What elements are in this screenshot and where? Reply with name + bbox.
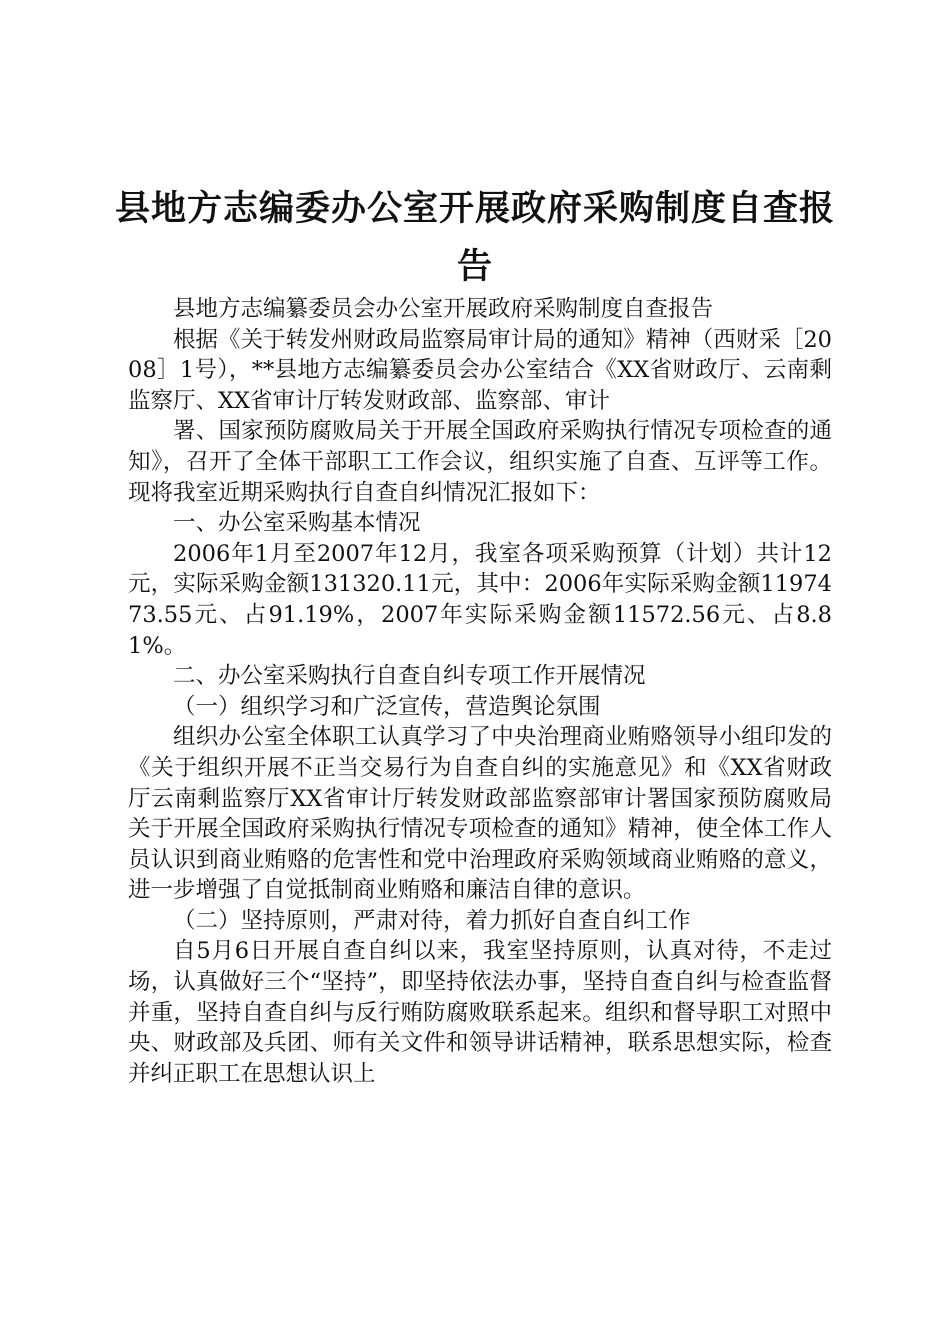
subsection-heading-2: （二）坚持原则，严肃对待，着力抓好自查自纠工作 (173, 907, 691, 934)
paragraph-self-check: 自5月6日开展自查自纠以来，我室坚持原则，认真对待，不走过场，认真做好三个“坚持”，即坚持依法办事，坚持自查自纠与检查监督并重，坚持自查自纠与反行贿防腐败联系起来。组织和督导职工对照中央、财政部及兵团、师有关文件和领导讲话精神，联系思想实际，检查并纠正职工在思想认识上 (128, 938, 832, 1087)
subsection-heading-1: （一）组织学习和广泛宣传，营造舆论氛围 (173, 693, 601, 720)
paragraph-subtitle: 县地方志编纂委员会办公室开展政府采购制度自查报告 (173, 296, 714, 322)
paragraph-purchase-summary: 2006年1月至2007年12月，我室各项采购预算（计划）共计12元，实际采购金额131320.11元，其中：2006年实际采购金额1197473.55元、占91.19%，2007年实际采购金额11572.56元、占8.81%。 (128, 540, 832, 659)
section-heading-2: 二、办公室采购执行自查自纠专项工作开展情况 (173, 663, 646, 690)
paragraph-intro: 根据《关于转发州财政局监察局审计局的通知》精神（西财采［2008］1号），**县地方志编纂委员会办公室结合《XX省财政厅、云南剩监察厅、XX省审计厅转发财政部、监察部、审计 (128, 326, 832, 414)
paragraph-study: 组织办公室全体职工认真学习了中央治理商业贿赂领导小组印发的《关于组织开展不正当交易行为自查自纠的实施意见》和《XX省财政厅云南剩监察厅XX省审计厅转发财政部监察部审计署国家预防腐败局关于开展全国政府采购执行情况专项检查的通知》精神，使全体工作人员认识到商业贿赂的危害性和党中治理政府采购领域商业贿赂的意义，进一步增强了自觉抵制商业贿赂和廉洁自律的意识。 (128, 724, 832, 904)
paragraph-intro-continued: 署、国家预防腐败局关于开展全国政府采购执行情况专项检查的通知》，召开了全体干部职工工作会议，组织实施了自查、互评等工作。现将我室近期采购执行自查自纠情况汇报如下： (128, 418, 832, 506)
document-title: 县地方志编委办公室开展政府采购制度自查报告 (114, 189, 835, 287)
document-body (128, 294, 832, 1089)
section-heading-1: 一、办公室采购基本情况 (173, 510, 421, 537)
